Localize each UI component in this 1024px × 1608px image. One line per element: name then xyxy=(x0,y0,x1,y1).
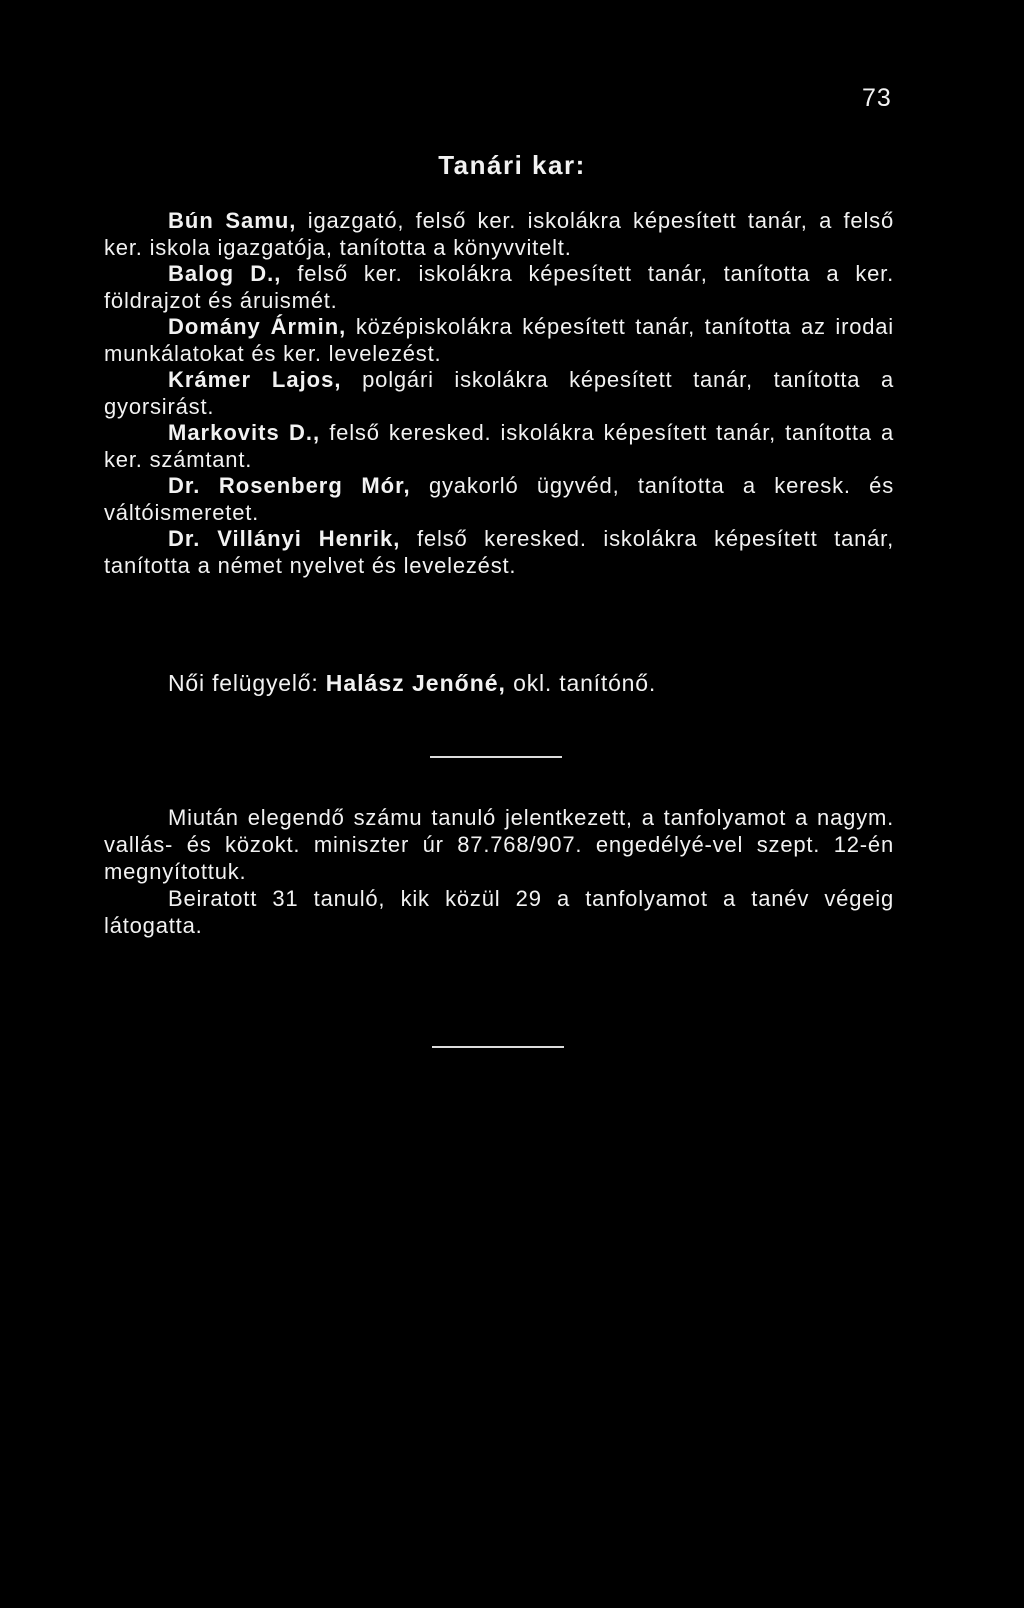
divider-rule xyxy=(430,756,562,758)
staff-name: Balog D., xyxy=(168,261,282,286)
staff-list xyxy=(104,208,894,579)
staff-name: Markovits D., xyxy=(168,420,321,445)
staff-entry xyxy=(104,420,894,473)
staff-name: Krámer Lajos, xyxy=(168,367,342,392)
page-heading: Tanári kar: xyxy=(438,150,586,180)
staff-description: gyakorló ügyvéd, tanította a keresk. és váltóismeretet. xyxy=(104,473,894,525)
staff-entry xyxy=(104,526,894,579)
staff-description: polgári iskolákra képesített tanár, tanította a gyorsirást. xyxy=(104,367,894,419)
staff-name: Dr. Villányi Henrik, xyxy=(168,526,401,551)
closing-paragraph: Beiratott 31 tanuló, kik közül 29 a tanfolyamot a tanév végeig látogatta. xyxy=(104,886,894,938)
closing-paragraph: Miután elegendő számu tanuló jelentkezett, a tanfolyamot a nagym. vallás- és közokt. miniszter úr 87.768/907. engedélyé-vel szept. 12-én megnyítottuk. xyxy=(104,805,894,884)
page-number: 73 xyxy=(862,84,892,112)
staff-name: Bún Samu, xyxy=(168,208,297,233)
staff-description: felső keresked. iskolákra képesített tanár, tanította a ker. számtant. xyxy=(104,420,894,472)
closing-text xyxy=(104,804,894,939)
staff-entry xyxy=(104,314,894,367)
staff-description: igazgató, felső ker. iskolákra képesített tanár, a felső ker. iskola igazgatója, tanította a könyvvitelt. xyxy=(104,208,894,260)
staff-name: Domány Ármin, xyxy=(168,314,347,339)
staff-description: felső keresked. iskolákra képesített tanár, tanította a német nyelvet és levelezést. xyxy=(104,526,894,578)
supervisor-name: Halász Jenőné, xyxy=(325,670,506,696)
staff-entry xyxy=(104,367,894,420)
staff-entry xyxy=(104,208,894,261)
staff-description: középiskolákra képesített tanár, tanította az irodai munkálatokat és ker. levelezést. xyxy=(104,314,894,366)
staff-entry xyxy=(104,473,894,526)
staff-entry xyxy=(104,261,894,314)
supervisor-line xyxy=(168,670,656,697)
staff-name: Dr. Rosenberg Mór, xyxy=(168,473,411,498)
staff-description: felső ker. iskolákra képesített tanár, tanította a ker. földrajzot és áruismét. xyxy=(104,261,894,313)
supervisor-label: Női felügyelő: xyxy=(168,670,326,696)
supervisor-title: okl. tanítónő. xyxy=(505,670,657,696)
divider-rule xyxy=(432,1046,564,1048)
